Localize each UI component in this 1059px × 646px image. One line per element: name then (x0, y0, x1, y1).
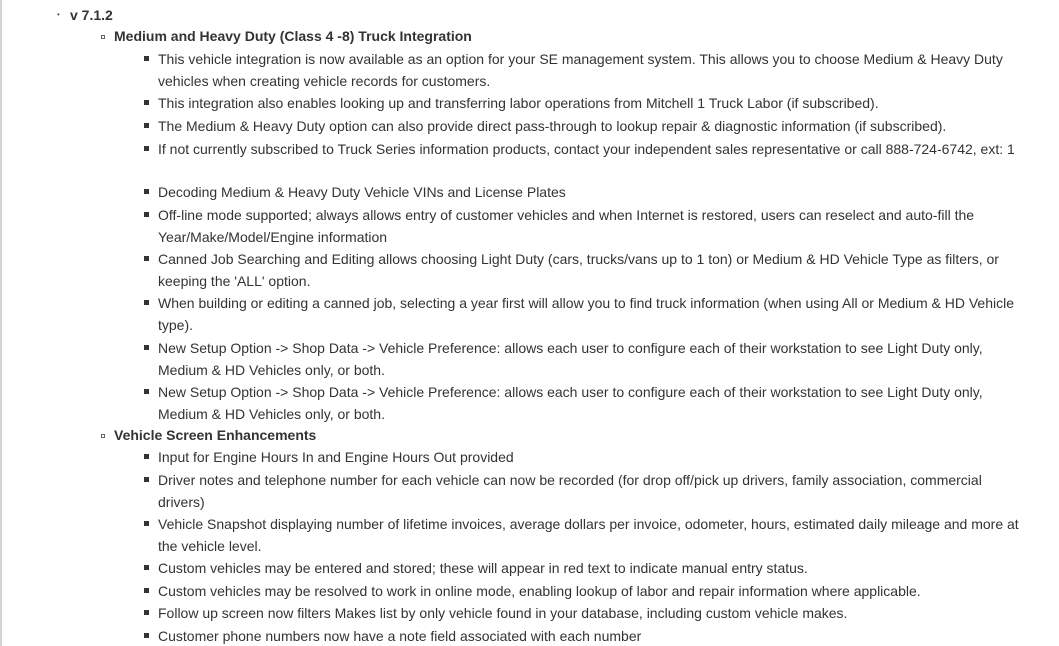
list-bullet (144, 146, 149, 151)
list-bullet (144, 477, 149, 482)
list-bullet (144, 610, 149, 615)
list-bullet (144, 100, 149, 105)
list-item: This vehicle integration is now available as an option for your SE management system. This allows you to choose Medium & Heavy Duty vehicles when creating vehicle records for customers. (158, 51, 1003, 89)
list-bullet (144, 521, 149, 526)
list-item: Follow up screen now filters Makes list by only vehicle found in your database, including custom vehicle makes. (158, 605, 848, 621)
list-item: Driver notes and telephone number for each vehicle can now be recorded (for drop off/pick up drivers, family association, commercial drivers) (158, 472, 982, 510)
list-item: New Setup Option -> Shop Data -> Vehicle Preference: allows each user to configure each of their workstation to see Light Duty only, Medium & HD Vehicles only, or both. (158, 340, 983, 378)
list-bullet (144, 454, 149, 459)
section-title-vehicle-screen: Vehicle Screen Enhancements (114, 427, 317, 443)
list-item: Custom vehicles may be entered and stored; these will appear in red text to indicate manual entry status. (158, 560, 808, 576)
list-bullet (144, 123, 149, 128)
list-item: Input for Engine Hours In and Engine Hours Out provided (158, 449, 514, 465)
list-bullet (144, 588, 149, 593)
list-item: Off-line mode supported; always allows entry of customer vehicles and when Internet is restored, users can reselect and auto-fill the Year/Make/Model/Engine information (158, 207, 975, 245)
list-item: The Medium & Heavy Duty option can also provide direct pass-through to lookup repair & diagnostic information (if subscribed). (158, 118, 947, 134)
list-bullet (144, 56, 149, 61)
list-item: This integration also enables looking up and transferring labor operations from Mitchell 1 Truck Labor (if subscribed). (158, 95, 879, 111)
list-item: Custom vehicles may be resolved to work in online mode, enabling lookup of labor and repair information where applicable. (158, 583, 921, 599)
list-bullet (144, 189, 149, 194)
list-bullet (144, 345, 149, 350)
list-bullet (144, 565, 149, 570)
list-item: Canned Job Searching and Editing allows choosing Light Duty (cars, trucks/vans up to 1 ton) or Medium & HD Vehicle Type as filters, or keeping the 'ALL' option. (158, 251, 999, 289)
section-bullet (101, 35, 105, 39)
version-bullet: • (57, 10, 60, 19)
list-bullet (144, 633, 149, 638)
list-item: New Setup Option -> Shop Data -> Vehicle Preference: allows each user to configure each of their workstation to see Light Duty only, Medium & HD Vehicles only, or both. (158, 384, 983, 422)
list-item: Customer phone numbers now have a note field associated with each number (158, 628, 642, 644)
list-bullet (144, 212, 149, 217)
list-item: Decoding Medium & Heavy Duty Vehicle VINs and License Plates (158, 184, 566, 200)
version-label: v 7.1.2 (70, 7, 113, 23)
section-title-truck-integration: Medium and Heavy Duty (Class 4 -8) Truck Integration (114, 28, 472, 44)
list-item: When building or editing a canned job, selecting a year first will allow you to find truck information (when using All or Medium & HD Vehicle type). (158, 295, 1014, 333)
list-bullet (144, 389, 149, 394)
list-bullet (144, 300, 149, 305)
section-bullet (101, 434, 105, 438)
list-item: If not currently subscribed to Truck Series information products, contact your independent sales representative or call 888-724-6742, ext: 1 (158, 141, 1015, 157)
list-bullet (144, 256, 149, 261)
list-item: Vehicle Snapshot displaying number of lifetime invoices, average dollars per invoice, odometer, hours, estimated daily mileage and more at the vehicle level. (158, 516, 1019, 554)
